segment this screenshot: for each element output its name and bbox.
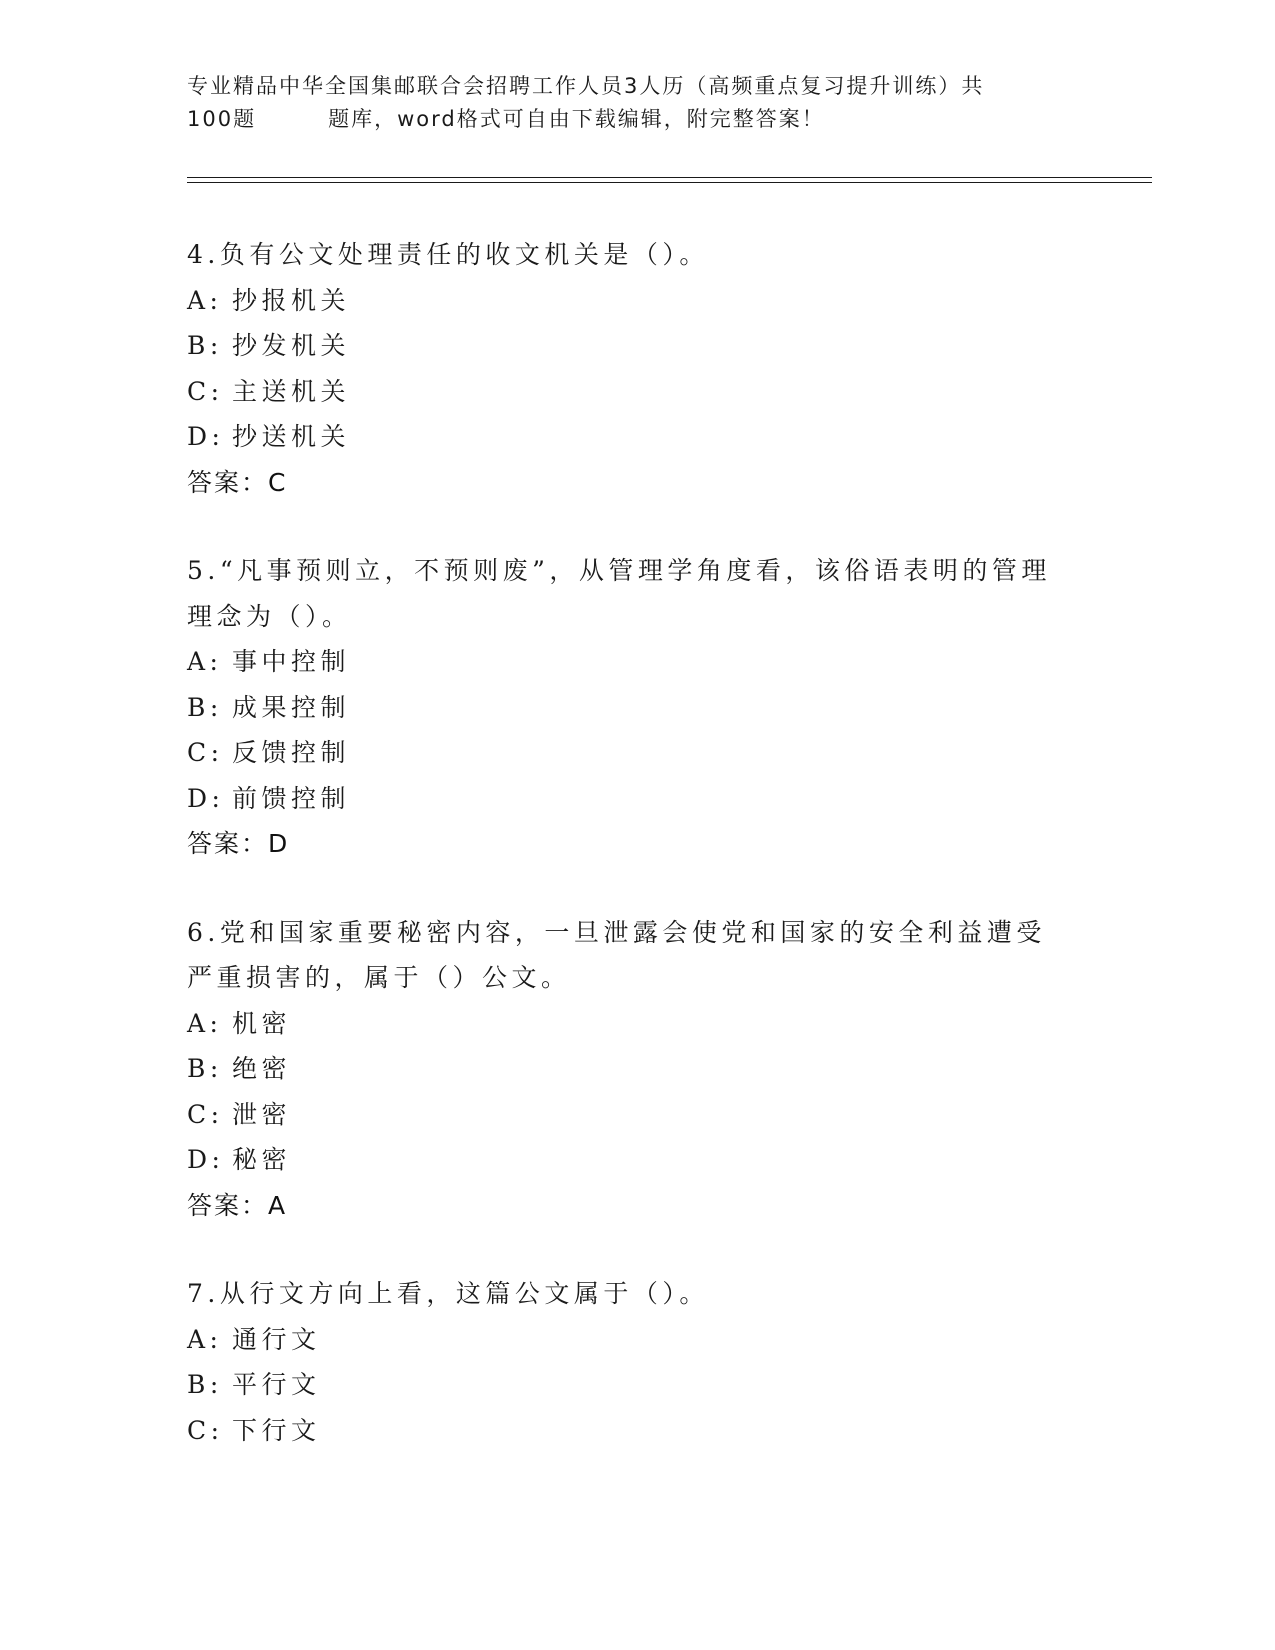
option-text: 成果控制 bbox=[232, 692, 351, 722]
option-text: 抄报机关 bbox=[232, 285, 351, 315]
option-text: 泄密 bbox=[232, 1099, 292, 1129]
answer-value: A bbox=[268, 1190, 288, 1220]
option-b bbox=[187, 323, 1067, 369]
option-text: 平行文 bbox=[232, 1370, 321, 1399]
option-text: 绝密 bbox=[232, 1054, 292, 1083]
option-letter: B: bbox=[187, 331, 223, 360]
option-letter: D: bbox=[187, 1145, 225, 1174]
answer-line bbox=[187, 1183, 1067, 1229]
option-text: 主送机关 bbox=[232, 376, 351, 406]
question-item bbox=[187, 232, 1067, 505]
option-d bbox=[187, 414, 1067, 460]
option-letter: C: bbox=[187, 376, 224, 406]
option-letter: C: bbox=[187, 1415, 224, 1445]
option-text: 秘密 bbox=[232, 1145, 292, 1174]
option-a bbox=[187, 639, 1067, 685]
answer-label: 答案： bbox=[187, 829, 269, 858]
option-a bbox=[187, 1317, 1067, 1363]
option-a bbox=[187, 1001, 1067, 1047]
option-letter: D: bbox=[187, 783, 225, 813]
option-letter: A: bbox=[187, 647, 223, 676]
option-text: 下行文 bbox=[232, 1415, 321, 1445]
answer-line bbox=[187, 821, 1067, 867]
question-stem: 负有公文处理责任的收文机关是（）。 bbox=[219, 240, 709, 269]
answer-label: 答案： bbox=[187, 1190, 269, 1220]
option-text: 事中控制 bbox=[232, 647, 351, 676]
document-header bbox=[187, 70, 1067, 136]
question-stem: “凡事预则立，不预则废”，从管理学角度看，该俗语表明的管理理念为（）。 bbox=[187, 556, 1051, 631]
question-list bbox=[187, 232, 1067, 1496]
question-text bbox=[187, 548, 1067, 639]
question-number: 6. bbox=[187, 917, 220, 947]
option-letter: B: bbox=[187, 1054, 223, 1083]
option-letter: A: bbox=[187, 1324, 223, 1354]
question-number: 5. bbox=[187, 556, 220, 585]
header-title-line-1: 专业精品中华全国集邮联合会招聘工作人员3人历（高频重点复习提升训练）共 bbox=[187, 74, 985, 98]
option-text: 机密 bbox=[232, 1008, 292, 1038]
option-letter: D: bbox=[187, 422, 225, 451]
option-d bbox=[187, 1137, 1067, 1183]
answer-value: D bbox=[268, 829, 290, 858]
option-c bbox=[187, 369, 1067, 415]
question-item bbox=[187, 548, 1067, 867]
question-stem: 从行文方向上看，这篇公文属于（）。 bbox=[219, 1279, 709, 1308]
question-item bbox=[187, 1271, 1067, 1453]
option-letter: C: bbox=[187, 738, 224, 767]
option-b bbox=[187, 1046, 1067, 1092]
option-letter: B: bbox=[187, 1370, 223, 1399]
option-text: 反馈控制 bbox=[232, 738, 351, 767]
option-text: 抄送机关 bbox=[232, 422, 351, 451]
question-item bbox=[187, 910, 1067, 1229]
option-b bbox=[187, 685, 1067, 731]
answer-value: C bbox=[268, 467, 288, 497]
question-text bbox=[187, 1271, 1067, 1317]
option-text: 前馈控制 bbox=[232, 783, 351, 813]
header-subtitle: 题库，word格式可自由下载编辑，附完整答案！ bbox=[328, 107, 825, 131]
option-c bbox=[187, 1092, 1067, 1138]
answer-line bbox=[187, 460, 1067, 506]
question-stem: 党和国家重要秘密内容，一旦泄露会使党和国家的安全利益遭受严重损害的，属于（）公文。 bbox=[187, 917, 1046, 992]
header-question-count: 100题 bbox=[187, 107, 257, 131]
question-number: 7. bbox=[187, 1279, 220, 1308]
option-text: 通行文 bbox=[232, 1324, 321, 1354]
option-b bbox=[187, 1362, 1067, 1408]
option-letter: A: bbox=[187, 1008, 223, 1038]
header-divider-bottom bbox=[187, 182, 1152, 183]
header-divider-top bbox=[187, 177, 1152, 178]
option-a bbox=[187, 278, 1067, 324]
header-title-line-2 bbox=[187, 103, 1067, 136]
option-letter: A: bbox=[187, 285, 223, 315]
question-text bbox=[187, 910, 1067, 1001]
option-c bbox=[187, 730, 1067, 776]
option-letter: C: bbox=[187, 1099, 224, 1129]
option-letter: B: bbox=[187, 692, 223, 722]
question-text bbox=[187, 232, 1067, 278]
option-c bbox=[187, 1408, 1067, 1454]
answer-label: 答案： bbox=[187, 467, 269, 497]
question-number: 4. bbox=[187, 240, 220, 269]
option-text: 抄发机关 bbox=[232, 331, 351, 360]
option-d bbox=[187, 776, 1067, 822]
